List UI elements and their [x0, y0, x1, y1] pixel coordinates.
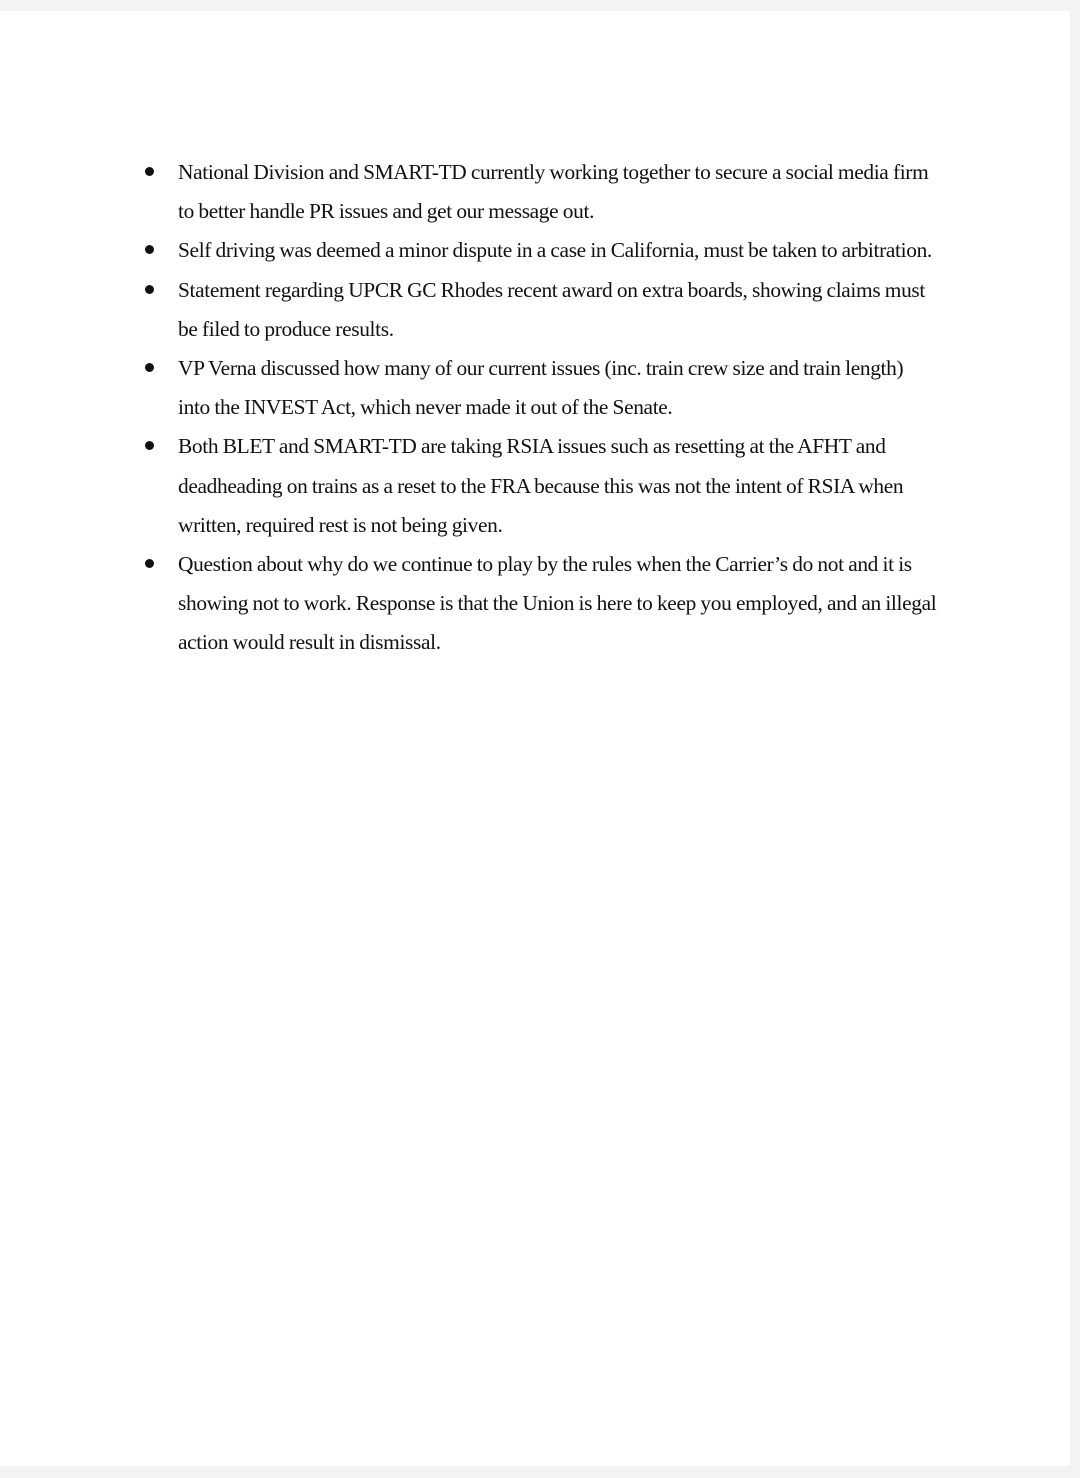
list-item	[0, 349, 1070, 427]
list-item-text: Self driving was deemed a minor dispute in a case in California, must be taken to arbitration.	[178, 238, 932, 263]
list-item-text: Both BLET and SMART-TD are taking RSIA issues such as resetting at the AFHT and deadheading on trains as a reset to the FRA because this was not the intent of RSIA when written, required rest is not being given.	[178, 434, 904, 537]
list-item	[0, 231, 1070, 270]
list-item-text: National Division and SMART-TD currently working together to secure a social media firm to better handle PR issues and get our message out.	[178, 160, 929, 224]
list-item	[0, 153, 1070, 231]
list-item	[0, 271, 1070, 349]
bullet-icon	[145, 441, 154, 450]
list-item	[0, 427, 1070, 545]
document-page	[0, 11, 1070, 1466]
bullet-icon	[145, 167, 154, 176]
list-item-text: Statement regarding UPCR GC Rhodes recent award on extra boards, showing claims must be filed to produce results.	[178, 277, 925, 341]
bullet-icon	[145, 285, 154, 294]
bullet-icon	[145, 559, 154, 568]
list-item-text: VP Verna discussed how many of our current issues (inc. train crew size and train length) into the INVEST Act, which never made it out of the Senate.	[178, 356, 904, 420]
bullet-list	[0, 153, 1070, 663]
bullet-icon	[145, 363, 154, 372]
list-item-text: Question about why do we continue to play by the rules when the Carrier’s do not and it is showing not to work. Response is that the Union is here to keep you employed, and an illegal action would result in dismissal.	[178, 552, 937, 655]
list-item	[0, 545, 1070, 663]
bullet-icon	[145, 245, 154, 254]
